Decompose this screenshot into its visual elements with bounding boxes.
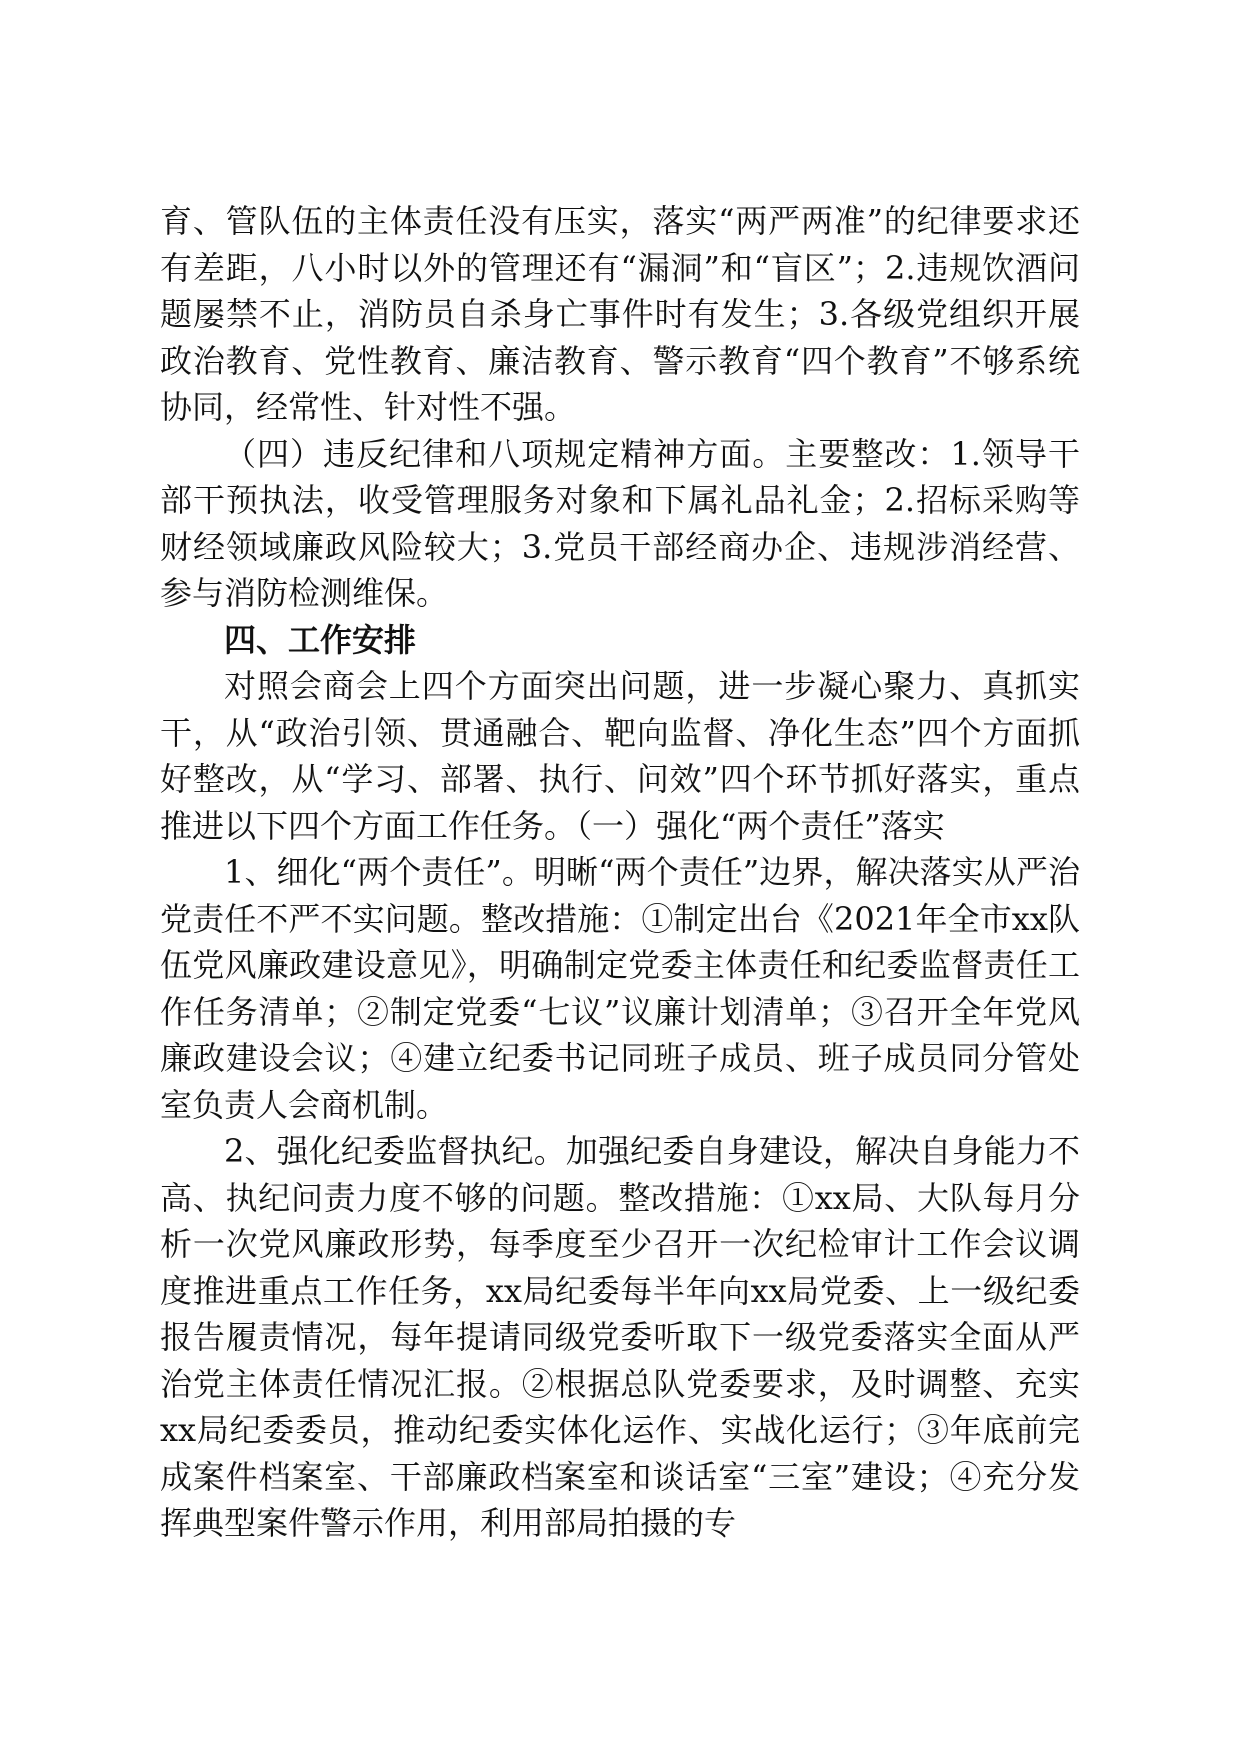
paragraph-continuation: 育、管队伍的主体责任没有压实，落实“两严两准”的纪律要求还有差距，八小时以外的管理还有“漏洞”和“盲区”；2.违规饮酒问题屡禁不止，消防员自杀身亡事件时有发生；3.各级党组织开展政治教育、党性教育、廉洁教育、警示教育“四个教育”不够系统协同，经常性、针对性不强。 <box>160 202 1080 426</box>
document-body <box>160 198 1080 1547</box>
paragraph-item-1-responsibilities: 1、细化“两个责任”。明晰“两个责任”边界，解决落实从严治党责任不严不实问题。整改措施：①制定出台《2021年全市xx队伍党风廉政建设意见》，明确制定党委主体责任和纪委监督责任工作任务清单；②制定党委“七议”议廉计划清单；③召开全年党风廉政建设会议；④建立纪委书记同班子成员、班子成员同分管处室负责人会商机制。 <box>160 853 1080 1124</box>
paragraph-work-overview: 对照会商会上四个方面突出问题，进一步凝心聚力、真抓实干，从“政治引领、贯通融合、靶向监督、净化生态”四个方面抓好整改，从“学习、部署、执行、问效”四个环节抓好落实，重点推进以下四个方面工作任务。（一）强化“两个责任”落实 <box>160 667 1080 845</box>
paragraph-item-2-supervision: 2、强化纪委监督执纪。加强纪委自身建设，解决自身能力不高、执纪问责力度不够的问题。整改措施：①xx局、大队每月分析一次党风廉政形势，每季度至少召开一次纪检审计工作会议调度推进重点工作任务，xx局纪委每半年向xx局党委、上一级纪委报告履责情况，每年提请同级党委听取下一级党委落实全面从严治党主体责任情况汇报。②根据总队党委要求，及时调整、充实xx局纪委委员，推动纪委实体化运作、实战化运行；③年底前完成案件档案室、干部廉政档案室和谈话室“三室”建设；④充分发挥典型案件警示作用，利用部局拍摄的专 <box>160 1132 1080 1542</box>
section-heading-work-arrangement: 四、工作安排 <box>224 620 417 659</box>
paragraph-discipline-issues: （四）违反纪律和八项规定精神方面。主要整改：1.领导干部干预执法，收受管理服务对象和下属礼品礼金；2.招标采购等财经领域廉政风险较大；3.党员干部经商办企、违规涉消经营、参与消防检测维保。 <box>160 434 1080 612</box>
